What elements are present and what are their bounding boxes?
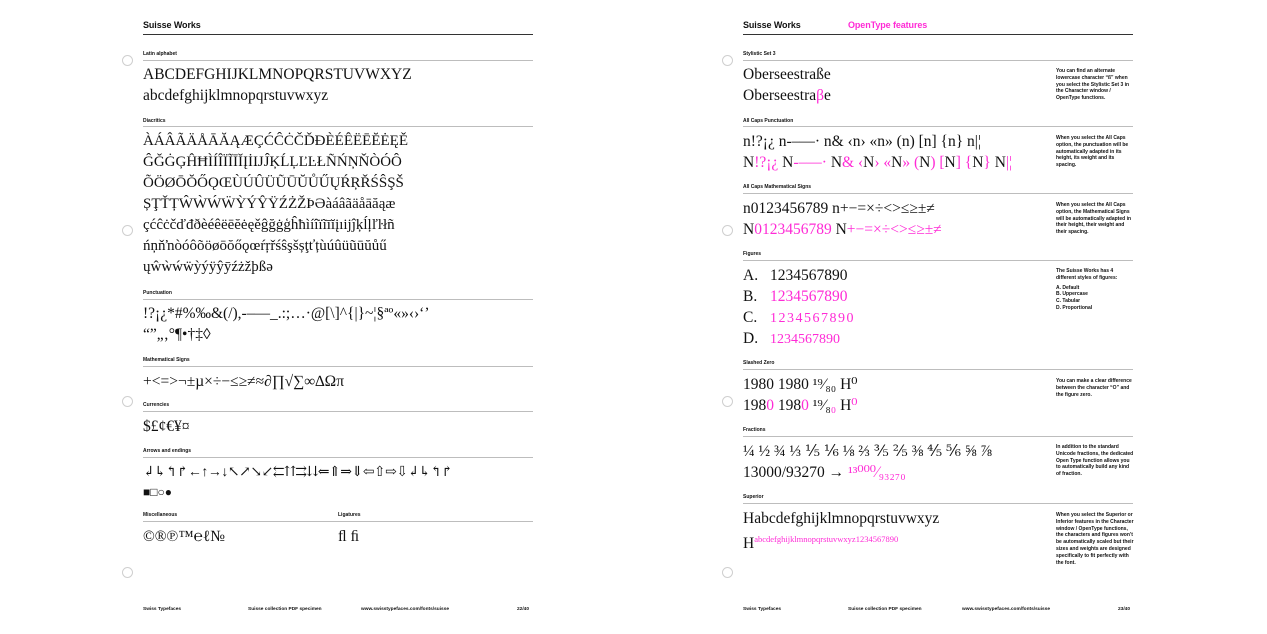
punctuation-line: “”„‚°¶•†‡◊ bbox=[143, 326, 211, 343]
caps-punct-part: N bbox=[743, 154, 755, 171]
ss3-alternate: Oberseestraβe bbox=[743, 87, 831, 104]
figures-note-item: B. Uppercase bbox=[1056, 291, 1088, 298]
figures-note-item: A. Default bbox=[1056, 284, 1080, 291]
section-label-latin: Latin alphabet bbox=[143, 51, 177, 57]
caps-punct-active bbox=[743, 152, 1012, 173]
section-label-fractions: Fractions bbox=[743, 427, 766, 433]
superior-active: $H^{abcdefghijklmnopqrstuvwxyz1234567890}$ bbox=[743, 534, 899, 552]
slashed-zero-note: You can make a clear difference between the character “O” and the figure zero. bbox=[1056, 378, 1132, 398]
section-rule bbox=[143, 299, 533, 300]
footer-doc: Suisse collection PDF specimen bbox=[848, 607, 922, 612]
section-rule bbox=[143, 411, 533, 412]
caps-punct-part: N bbox=[891, 154, 903, 171]
section-label-arrows: Arrows and endings bbox=[143, 448, 192, 454]
section-label-ss3: Stylistic Set 3 bbox=[743, 51, 776, 57]
binder-hole bbox=[722, 55, 733, 66]
binder-hole bbox=[122, 225, 133, 236]
diacritics-line: ĜĞĠĢĤĦÌÍÎÏĨĪĬĮİĲĴĶĹĻĽĿŁÑŃŅŇÒÓÔ bbox=[143, 154, 402, 170]
footer-page-number: 23/40 bbox=[1118, 607, 1131, 612]
binder-hole bbox=[122, 396, 133, 407]
ss3-note: You can find an alternate lowercase character “ß” when you select the Stylistic Set 3 in the Character window / OpenType functions. bbox=[1056, 68, 1130, 102]
footer-page-number: 22/40 bbox=[517, 607, 530, 612]
section-rule bbox=[743, 503, 1133, 504]
caps-punct-part: |¦ bbox=[1005, 154, 1013, 171]
page-title: Suisse Works bbox=[743, 20, 801, 30]
section-label-superior: Superior bbox=[743, 494, 764, 500]
caps-math-active: N0123456789 N+−=×÷<>≤≥±≠ bbox=[743, 221, 942, 238]
binder-hole bbox=[722, 567, 733, 578]
section-label-diacritics: Diacritics bbox=[143, 118, 166, 124]
section-rule bbox=[143, 126, 533, 127]
ss3-default: Oberseestraße bbox=[743, 66, 831, 83]
caps-punct-part: N bbox=[972, 154, 984, 171]
section-label-figures: Figures bbox=[743, 251, 762, 257]
caps-punct-part: › « bbox=[874, 154, 892, 171]
figures-note bbox=[1056, 268, 1134, 312]
slashed-zero-active: 1980 1980 ¹⁹⁄₈₀ H⁰ bbox=[743, 397, 858, 414]
caps-math-default: n0123456789 n+−=×÷<>≤≥±≠ bbox=[743, 200, 935, 217]
diacritics-line: ÀÁÂÃÄÅĀĂĄÆÇĆĈĊČĎĐÈÉÊËĒĔĖĘĚ bbox=[143, 133, 408, 149]
page-subtitle: OpenType features bbox=[848, 20, 928, 30]
superior-default: Habcdefghijklmnopqrstuvwxyz bbox=[743, 510, 940, 527]
caps-punct-part: -–—· bbox=[793, 154, 827, 171]
footer-doc: Suisse collection PDF specimen bbox=[248, 607, 322, 612]
header-rule bbox=[143, 34, 533, 35]
figures-note-item: D. Proportional bbox=[1056, 304, 1093, 311]
binder-hole bbox=[122, 55, 133, 66]
section-rule bbox=[743, 369, 1133, 370]
section-label-currencies: Currencies bbox=[143, 402, 170, 408]
figures-row: D. 1234567890 bbox=[743, 330, 840, 347]
diacritics-line: ȘŢŤȚŴẀẂẄỲÝŶŸŹŻŽÞƏàáâãäåāăąæ bbox=[143, 196, 396, 212]
punctuation-line: !?¡¿*#%‰&(/),-–—_.:;…·@[\]^{|}~¦§ªº«»‹›‘’ bbox=[143, 305, 430, 322]
arrows-line: ↲↳↰↱←↑→↓↖↗↘↙⇇⇈⇉⇊⇐⇑⇒⇓⇦⇧⇨⇩↲↳↰↱ bbox=[143, 465, 453, 480]
section-rule bbox=[143, 521, 533, 522]
caps-punct-part: » ( bbox=[902, 154, 920, 171]
section-label-ligatures: Ligatures bbox=[338, 512, 361, 518]
section-rule bbox=[743, 260, 1133, 261]
caps-punct-part: N bbox=[944, 154, 956, 171]
latin-uppercase: ABCDEFGHIJKLMNOPQRSTUVWXYZ bbox=[143, 66, 412, 83]
endings-line: ■□○● bbox=[143, 485, 172, 499]
footer-brand: Swiss Typefaces bbox=[143, 607, 182, 612]
section-rule bbox=[743, 193, 1133, 194]
caps-punct-part: N bbox=[778, 154, 794, 171]
fractions-built: 13000/93270 → ¹³⁰⁰⁰⁄₉₃₂₇₀ bbox=[743, 464, 906, 481]
section-label-caps-math: All Caps Mathematical Signs bbox=[743, 184, 812, 190]
math-signs: +<=>¬±µ×÷−≤≥≠≈∂∏√∑∞∆Ωπ bbox=[143, 373, 345, 390]
figures-note-title: The Suisse Works has 4 different styles of figures: bbox=[1056, 268, 1118, 281]
slashed-zero-default: 1980 1980 ¹⁹⁄₈₀ H⁰ bbox=[743, 376, 858, 393]
currencies: $£¢€¥¤ bbox=[143, 418, 190, 435]
diacritics-line: ųŵẁẃẅỳýÿŷȳźżžþßə bbox=[143, 259, 273, 275]
footer-url: www.swisstypefaces.com/fonts/suisse bbox=[361, 607, 450, 612]
diacritics-line: ńņňŉòóôõöøōŏőǫœŕŗřśŝşšșţťțùúûüũūŭůű bbox=[143, 238, 387, 254]
page-title: Suisse Works bbox=[143, 20, 201, 30]
binder-hole bbox=[722, 225, 733, 236]
caps-punct-part: } bbox=[983, 154, 995, 171]
caps-math-note: When you select the All Caps option, the Mathematical Signs will be automatically adapted in their height, their weight and their spacing. bbox=[1056, 202, 1132, 236]
footer-url: www.swisstypefaces.com/fonts/suisse bbox=[962, 607, 1051, 612]
section-rule bbox=[143, 60, 533, 61]
ligatures: ﬂ ﬁ bbox=[338, 528, 360, 545]
section-label-misc: Miscellaneous bbox=[143, 512, 178, 518]
left-page bbox=[0, 0, 633, 634]
section-label-math: Mathematical Signs bbox=[143, 357, 190, 363]
caps-punct-part: N bbox=[919, 154, 931, 171]
caps-punct-part: ] { bbox=[955, 154, 973, 171]
section-label-caps-punct: All Caps Punctuation bbox=[743, 118, 794, 124]
misc-signs: ©®℗™℮ℓ№ bbox=[143, 528, 226, 545]
section-rule bbox=[143, 457, 533, 458]
caps-punct-part: N bbox=[826, 154, 843, 171]
caps-punct-part: ) [ bbox=[930, 154, 945, 171]
latin-lowercase: abcdefghijklmnopqrstuvwxyz bbox=[143, 87, 329, 104]
footer-brand: Swiss Typefaces bbox=[743, 607, 782, 612]
caps-punct-note: When you select the All Caps option, the punctuation will be automatically adapted in its height, its weight and its spacing. bbox=[1056, 135, 1129, 169]
caps-punct-default: n!?¡¿ n-–—· n& ‹n› «n» (n) [n] {n} n|¦ bbox=[743, 133, 982, 150]
section-rule bbox=[743, 126, 1133, 127]
figures-note-item: C. Tabular bbox=[1056, 298, 1081, 305]
section-rule bbox=[743, 60, 1133, 61]
section-label-slashed-zero: Slashed Zero bbox=[743, 360, 775, 366]
fractions-note: In addition to the standard Unicode fractions, the dedicated Open Type function allows you to automatically build any kind of fraction. bbox=[1056, 444, 1134, 478]
caps-punct-part: !?¡¿ bbox=[754, 154, 779, 171]
caps-punct-part: N bbox=[863, 154, 875, 171]
right-page bbox=[633, 0, 1267, 634]
fractions-unicode: ¼ ½ ¾ ⅓ ⅕ ⅙ ⅛ ⅔ ⅗ ⅖ ⅜ ⅘ ⅚ ⅝ ⅞ bbox=[743, 443, 993, 460]
binder-hole bbox=[122, 567, 133, 578]
diacritics-line: çćĉċčďđðèéêëēĕėęěĝğġģĥħìíîïĩīĭįıĳĵķĺļľŀłñ bbox=[143, 217, 395, 233]
binder-hole bbox=[722, 396, 733, 407]
figures-row: B. 1234567890 bbox=[743, 288, 848, 305]
section-rule bbox=[743, 436, 1133, 437]
section-label-punctuation: Punctuation bbox=[143, 290, 172, 296]
header-rule bbox=[743, 34, 1133, 35]
caps-punct-part: N bbox=[994, 154, 1006, 171]
caps-punct-part: & ‹ bbox=[842, 154, 864, 171]
figures-row: A. 1234567890 bbox=[743, 267, 848, 284]
figures-row: C. 1 2 3 4 5 6 7 8 9 0 bbox=[743, 309, 853, 326]
superior-note: When you select the Superior or Inferior features in the Character window / OpenType functions, the characters and figures won’t be automatically scaled but their sizes and weights are designed specifically to fit perfectly with the font. bbox=[1056, 512, 1134, 566]
diacritics-line: ÕÖØŌŎŐǪŒÙÚÛÜŨŪŬŮŰŲŔŖŘŚŜŞŠ bbox=[143, 175, 404, 191]
section-rule bbox=[143, 366, 533, 367]
